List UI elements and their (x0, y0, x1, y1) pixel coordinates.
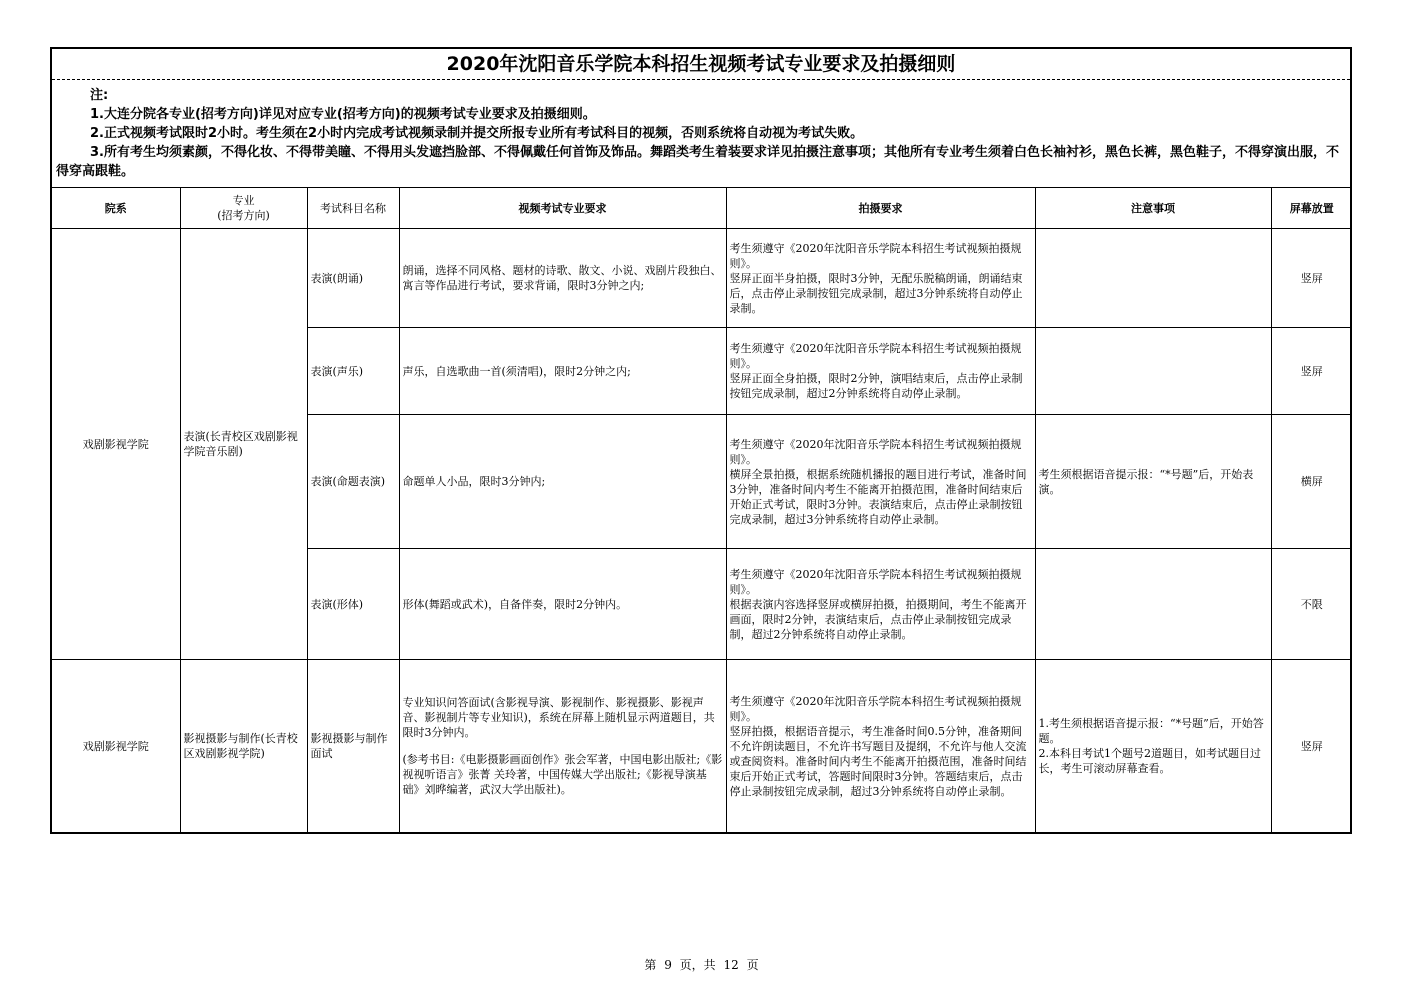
department-cell: 戏剧影视学院 (52, 229, 180, 660)
header-notes: 注意事项 (1035, 188, 1271, 229)
major-cell: 影视摄影与制作(长青校区戏剧影视学院) (180, 660, 307, 833)
header-subject: 考试科目名称 (307, 188, 399, 229)
reference-books-text: (参考书目:《电影摄影画面创作》张会军著，中国电影出版社;《影视视听语言》张菁 关玲著，中国传媒大学出版社;《影视导演基础》刘晔编著，武汉大学出版社)。 (402, 753, 723, 796)
notes-cell: 考生须根据语音提示报：“*号题”后，开始表演。 (1035, 415, 1271, 549)
requirements-table (52, 188, 1352, 832)
header-shooting: 拍摄要求 (726, 188, 1035, 229)
requirement-cell: 命题单人小品，限时3分钟内; (399, 415, 726, 549)
notes-cell (1035, 229, 1271, 328)
shooting-cell: 考生须遵守《2020年沈阳音乐学院本科招生考试视频拍摄规则》。 横屏全景拍摄，根据系统随机播报的题目进行考试，准备时间3分钟，准备时间内考生不能离开拍摄范围，准备时间结束后开始正式考试，限时3分钟。表演结束后，点击停止录制按钮完成录制，超过3分钟系统将自动停止录制。 (726, 415, 1035, 549)
footer-mid: 页，共 (679, 958, 716, 972)
footer-prefix: 第 (644, 958, 657, 972)
requirement-cell (399, 660, 726, 833)
major-cell: 表演(长青校区戏剧影视学院音乐剧) (180, 229, 307, 660)
subject-cell: 表演(形体) (307, 549, 399, 660)
footer-page-number: 9 (664, 958, 672, 972)
subject-cell: 表演(命题表演) (307, 415, 399, 549)
requirement-text: 专业知识问答面试(含影视导演、影视制作、影视摄影、影视声音、影视制片等专业知识)，系统在屏幕上随机显示两道题目，共限时3分钟内。 (402, 696, 715, 739)
page-title: 2020年沈阳音乐学院本科招生视频考试专业要求及拍摄细则 (52, 49, 1350, 80)
shooting-cell: 考生须遵守《2020年沈阳音乐学院本科招生考试视频拍摄规则》。 竖屏正面半身拍摄，限时3分钟，无配乐脱稿朗诵，朗诵结束后，点击停止录制按钮完成录制，超过3分钟系统将自动停止录制。 (726, 229, 1035, 328)
note-item-3: 3.所有考生均须素颜，不得化妆、不得带美瞳、不得用头发遮挡脸部、不得佩戴任何首饰及饰品。舞蹈类考生着装要求详见拍摄注意事项；其他所有专业考生须着白色长袖衬衫，黑色长裤，黑色鞋子，不得穿演出服，不得穿高跟鞋。 (56, 145, 1339, 179)
notes-cell: 1.考生须根据语音提示报：“*号题”后，开始答题。 2.本科目考试1个题号2道题目，如考试题目过长，考生可滚动屏幕查看。 (1035, 660, 1271, 833)
subject-cell: 表演(朗诵) (307, 229, 399, 328)
shooting-cell: 考生须遵守《2020年沈阳音乐学院本科招生考试视频拍摄规则》。 根据表演内容选择竖屏或横屏拍摄，拍摄期间，考生不能离开画面，限时2分钟，表演结束后，点击停止录制按钮完成录制，超过2分钟系统将自动停止录制。 (726, 549, 1035, 660)
notes-block (52, 80, 1350, 188)
department-cell: 戏剧影视学院 (52, 660, 180, 833)
note-item-2: 2.正式视频考试限时2小时。考生须在2小时内完成考试视频录制并提交所报专业所有考试科目的视频，否则系统将自动视为考试失败。 (90, 126, 864, 141)
footer-suffix: 页 (746, 958, 759, 972)
shooting-cell: 考生须遵守《2020年沈阳音乐学院本科招生考试视频拍摄规则》。 竖屏拍摄，根据语音提示，考生准备时间0.5分钟，准备期间不允许朗读题目，不允许书写题目及提纲，不允许与他人交流或查阅资料。准备时间内考生不能离开拍摄范围，准备时间结束后开始正式考试，答题时间限时3分钟。答题结束后，点击停止录制按钮完成录制，超过3分钟系统将自动停止录制。 (726, 660, 1035, 833)
requirement-cell: 声乐，自选歌曲一首(须清唱)，限时2分钟之内; (399, 328, 726, 415)
subject-cell: 影视摄影与制作面试 (307, 660, 399, 833)
notes-cell (1035, 328, 1271, 415)
shooting-cell: 考生须遵守《2020年沈阳音乐学院本科招生考试视频拍摄规则》。 竖屏正面全身拍摄，限时2分钟，演唱结束后，点击停止录制按钮完成录制，超过2分钟系统将自动停止录制。 (726, 328, 1035, 415)
table-row (52, 229, 1352, 328)
screen-cell: 横屏 (1271, 415, 1352, 549)
page-footer (0, 956, 1403, 973)
table-header-row (52, 188, 1352, 229)
document-sheet (50, 47, 1352, 834)
requirement-cell: 形体(舞蹈或武术)，自备伴奏，限时2分钟内。 (399, 549, 726, 660)
header-major: 专业 (招考方向) (180, 188, 307, 229)
screen-cell: 竖屏 (1271, 328, 1352, 415)
screen-cell: 竖屏 (1271, 229, 1352, 328)
note-item-1: 1.大连分院各专业(招考方向)详见对应专业(招考方向)的视频考试专业要求及拍摄细则。 (90, 107, 596, 122)
notes-cell (1035, 549, 1271, 660)
requirement-cell: 朗诵，选择不同风格、题材的诗歌、散文、小说、戏剧片段独白、寓言等作品进行考试，要求背诵，限时3分钟之内; (399, 229, 726, 328)
screen-cell: 竖屏 (1271, 660, 1352, 833)
subject-cell: 表演(声乐) (307, 328, 399, 415)
table-row (52, 660, 1352, 833)
screen-cell: 不限 (1271, 549, 1352, 660)
header-requirement: 视频考试专业要求 (399, 188, 726, 229)
header-screen: 屏幕放置 (1271, 188, 1352, 229)
header-department: 院系 (52, 188, 180, 229)
footer-total-pages: 12 (723, 958, 739, 972)
notes-label: 注: (90, 88, 109, 103)
